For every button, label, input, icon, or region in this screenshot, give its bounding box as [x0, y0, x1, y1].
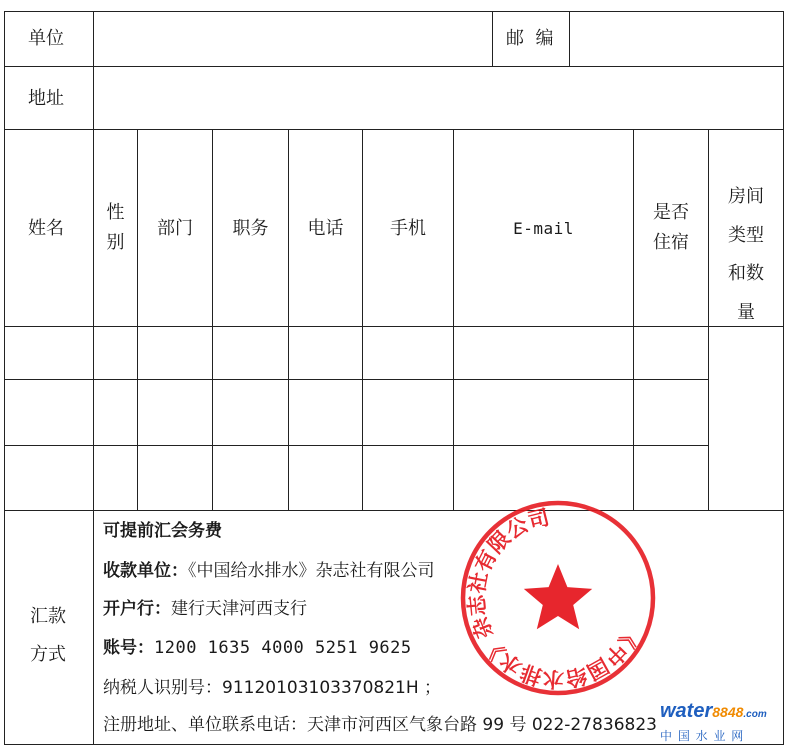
- bank-line: [103, 598, 307, 620]
- payee-line: [103, 560, 435, 582]
- bank-value: 建行天津河西支行: [171, 599, 307, 619]
- header-room: 房间 类型 和数 量: [728, 186, 764, 323]
- unit-field[interactable]: [94, 12, 492, 66]
- postcode-field[interactable]: [570, 12, 783, 66]
- room-merged-cell[interactable]: [709, 327, 783, 510]
- account-label: 账号：: [103, 638, 154, 658]
- payee-value: 《中国给水排水》杂志社有限公司: [188, 561, 435, 581]
- table-row[interactable]: [5, 327, 708, 379]
- address-label: 地址: [28, 88, 64, 109]
- water8848-logo: water8848.com 中 国 水 业 网: [660, 700, 767, 743]
- header-lodging: 是否 住宿: [653, 202, 689, 253]
- advance-payment-note: 可提前汇会务费: [103, 521, 222, 541]
- address-phone-line: 注册地址、单位联系电话：天津市河西区气象台路 99 号 022-27836823: [103, 715, 657, 735]
- header-department: 部门: [157, 218, 193, 239]
- payment-method-label: 汇款 方式: [30, 606, 66, 665]
- payee-label: 收款单位：: [103, 561, 188, 581]
- star-icon: [524, 564, 592, 629]
- postcode-label: 邮 编: [506, 28, 554, 49]
- company-seal: [458, 498, 658, 698]
- header-gender: 性 别: [106, 202, 125, 253]
- address-field[interactable]: [94, 67, 783, 129]
- seal-text: 《中国给水排水》杂志社有限公司: [464, 505, 645, 692]
- tax-id-line: 纳税人识别号：91120103103370821H ；: [103, 678, 442, 698]
- unit-label: 单位: [28, 28, 64, 49]
- header-position: 职务: [232, 218, 269, 239]
- account-value: 1200 1635 4000 5251 9625: [154, 638, 412, 658]
- header-phone: 电话: [307, 218, 344, 239]
- table-row[interactable]: [5, 380, 708, 445]
- header-mobile: 手机: [390, 218, 426, 239]
- bank-label: 开户行：: [103, 599, 171, 619]
- header-email: E-mail: [513, 219, 574, 238]
- header-name: 姓名: [28, 218, 64, 239]
- account-line: [103, 637, 412, 659]
